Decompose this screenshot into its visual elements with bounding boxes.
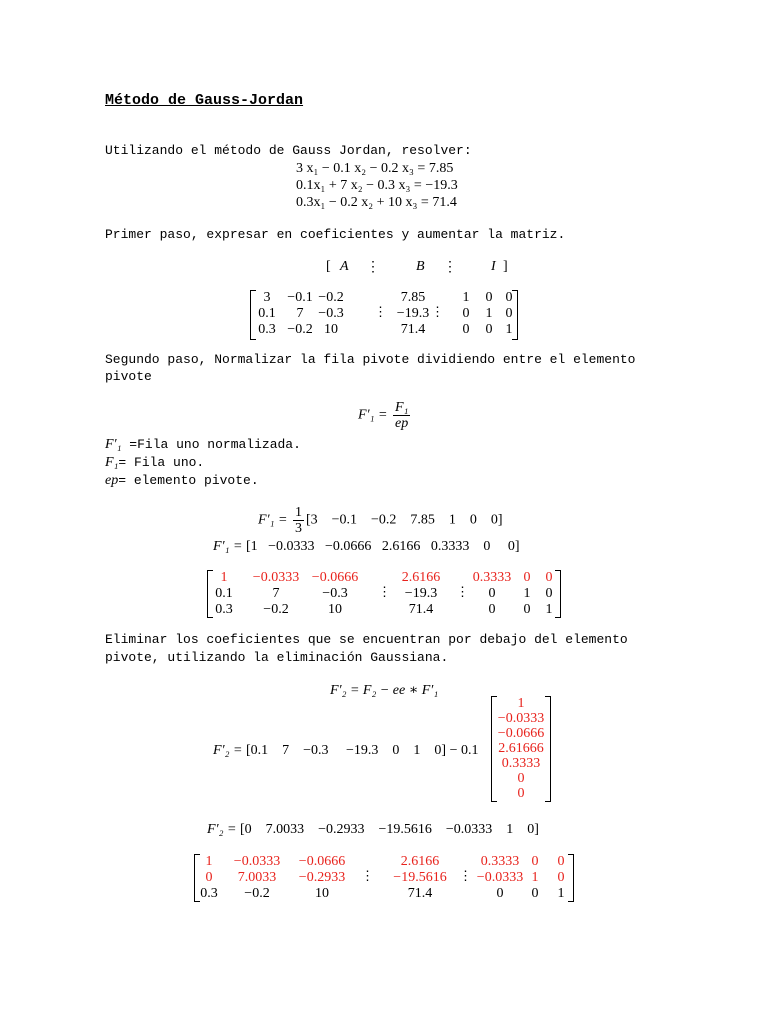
equation-1: 3 x₁ − 0.1 x₂ − 0.2 x₃ = 7.85 [296, 161, 454, 176]
step2-text-line1: Segundo paso, Normalizar la fila pivote dividiendo entre el elemento [105, 352, 636, 367]
matrix1-cell: 1 [462, 290, 470, 305]
matrix2-cell: 10 [328, 602, 342, 617]
matrix2-cell: 0.3 [215, 602, 233, 617]
matrix1-cell: 0.1 [258, 306, 276, 321]
matrix1-cell: 0 [505, 290, 513, 305]
matrix2-cell: −0.3 [322, 586, 348, 601]
eliminated-row-result [207, 822, 539, 838]
definition-symbol: ep [105, 473, 119, 488]
page-title: Método de Gauss-Jordan [105, 92, 304, 109]
calc-row-vector: [0 7.0033 −0.2933 −19.5616 −0.0333 1 0] [239, 822, 539, 837]
matrix1-cell: −0.2 [287, 322, 313, 337]
matrix1-cell: 1 [505, 322, 513, 337]
matrix2-cell: −0.0666 [311, 570, 359, 585]
matrix3-cell: 2.6166 [400, 854, 440, 869]
matrix3-cell: −0.2933 [298, 870, 346, 885]
matrix2-cell: 0 [523, 570, 531, 585]
matrix3-cell: 1 [531, 870, 539, 885]
normalize-formula-numerator: F₁ [394, 400, 409, 415]
definition-text: = elemento pivote. [118, 473, 259, 488]
matrix1-cell: 0 [462, 306, 470, 321]
calc-lhs: F′₂ = [213, 743, 243, 758]
matrix2-cell: 0 [545, 586, 553, 601]
matrix1-cell: −0.2 [318, 290, 344, 305]
matrix3-cell: 0 [531, 854, 539, 869]
equation-2: 0.1x₁ + 7 x₂ − 0.3 x₃ = −19.3 [296, 178, 458, 193]
matrix1-cell: 7.85 [400, 290, 426, 305]
aug-label-a: A [340, 259, 349, 274]
definition-text: =Fila uno normalizada. [121, 437, 301, 452]
matrix3-cell: 0.3 [200, 886, 218, 901]
matrix3-divider: ⋮ [459, 868, 472, 883]
calc-row-vector: [1 −0.0333 −0.0666 2.6166 0.3333 0 0] [245, 539, 520, 554]
matrix3-cell: −0.0666 [298, 854, 346, 869]
matrix1-cell: 1 [485, 306, 493, 321]
matrix3-divider: ⋮ [361, 868, 374, 883]
column-vector-cell: 0 [517, 786, 525, 801]
matrix2-cell: 0 [488, 602, 496, 617]
matrix2-cell: −0.2 [263, 602, 289, 617]
matrix1-cell: 0 [505, 306, 513, 321]
calc-row-vector: [3 −0.1 −0.2 7.85 1 0 0] [305, 512, 503, 528]
matrix1-cell: −19.3 [396, 306, 430, 321]
matrix1-cell: 0 [485, 290, 493, 305]
matrix3-cell: 71.4 [407, 886, 433, 901]
matrix3-cell: −0.0333 [476, 870, 524, 885]
column-vector-cell: 2.61666 [498, 741, 544, 756]
column-vector-cell: 0.3333 [501, 756, 541, 771]
matrix-after-normalization [207, 570, 561, 618]
matrix3-cell: −19.5616 [393, 870, 447, 885]
aug-header [326, 259, 511, 277]
matrix3-cell: 1 [205, 854, 213, 869]
matrix2-cell: 0.3333 [472, 570, 512, 585]
definition-row-one [105, 455, 204, 471]
matrix1-cell: 0.3 [258, 322, 276, 337]
matrix3-cell: 0 [531, 886, 539, 901]
calc-lhs: F′₁ = [258, 512, 288, 528]
equation-3: 0.3x₁ − 0.2 x₂ + 10 x₃ = 71.4 [296, 195, 457, 210]
normalize-formula-denominator: ep [395, 416, 409, 431]
matrix1-cell: 0 [485, 322, 493, 337]
matrix-augmented [250, 290, 518, 340]
matrix1-cell: 0 [462, 322, 470, 337]
definition-symbol: F′₁ [105, 437, 122, 452]
matrix1-cell: −0.3 [318, 306, 344, 321]
step3-text-line1: Eliminar los coeficientes que se encuentran por debajo del elemento [105, 632, 628, 647]
definition-text: = Fila uno. [118, 455, 205, 470]
matrix3-cell: −0.2 [244, 886, 270, 901]
matrix3-cell: 0.3333 [480, 854, 520, 869]
matrix1-cell: 3 [263, 290, 271, 305]
matrix2-cell: 71.4 [408, 602, 434, 617]
matrix2-cell: 0 [523, 602, 531, 617]
matrix1-cell: 10 [324, 322, 338, 337]
column-vector-cell: 0 [517, 771, 525, 786]
matrix1-cell: 71.4 [400, 322, 426, 337]
column-vector-cell: 1 [517, 696, 525, 711]
matrix2-cell: −0.0333 [252, 570, 300, 585]
step1-text: Primer paso, expresar en coeficientes y aumentar la matriz. [105, 227, 566, 242]
elimination-formula: F′₂ = F₂ − ee ∗ F′₁ [330, 683, 439, 698]
normalized-row-result [213, 539, 520, 555]
calc-factor: − 0.1 [449, 743, 479, 758]
matrix3-cell: 1 [557, 886, 565, 901]
aug-close-bracket: ] [503, 259, 508, 274]
column-vector-cell: −0.0333 [497, 711, 545, 726]
matrix1-cell: −0.1 [287, 290, 313, 305]
aug-divider-2: ⋮ [443, 260, 457, 275]
normalize-formula [358, 400, 412, 431]
matrix3-cell: 7.0033 [237, 870, 277, 885]
definition-pivot [105, 473, 259, 489]
matrix3-cell: 0 [205, 870, 213, 885]
step3-text-line2: pivote, utilizando la eliminación Gaussiana. [105, 650, 449, 665]
matrix2-cell: −19.3 [404, 586, 438, 601]
calc-lhs: F′₂ = [207, 822, 237, 837]
normalize-formula-lhs: F′₁ = [358, 407, 388, 423]
matrix3-cell: 10 [315, 886, 329, 901]
column-vector-cell: −0.0666 [497, 726, 545, 741]
matrix-after-elimination [194, 854, 574, 902]
normalize-calculation [258, 505, 503, 536]
matrix3-cell: 0 [557, 854, 565, 869]
matrix2-cell: 7 [272, 586, 280, 601]
calc-row-vector: [0.1 7 −0.3 −19.3 0 1 0] [245, 743, 447, 758]
aug-open-bracket: [ [326, 259, 331, 274]
matrix2-cell: 1 [545, 602, 553, 617]
matrix1-divider: ⋮ [374, 304, 387, 319]
matrix2-divider: ⋮ [456, 584, 469, 599]
aug-label-i: I [491, 259, 496, 274]
definition-symbol: F₁ [105, 455, 119, 470]
definition-normalized-row [105, 437, 301, 453]
matrix2-cell: 1 [523, 586, 531, 601]
aug-label-b: B [416, 259, 425, 274]
matrix2-cell: 0 [545, 570, 553, 585]
elimination-calculation [213, 743, 478, 759]
calc-numerator: 1 [294, 505, 302, 520]
matrix2-divider: ⋮ [378, 584, 391, 599]
matrix3-cell: −0.0333 [233, 854, 281, 869]
calc-lhs: F′₁ = [213, 539, 243, 554]
matrix3-cell: 0 [557, 870, 565, 885]
matrix2-cell: 0 [488, 586, 496, 601]
column-vector [491, 696, 551, 802]
intro-text: Utilizando el método de Gauss Jordan, resolver: [105, 143, 472, 158]
calc-denominator: 3 [294, 521, 302, 536]
matrix2-cell: 1 [220, 570, 228, 585]
aug-divider-1: ⋮ [366, 260, 380, 275]
matrix2-cell: 2.6166 [401, 570, 441, 585]
step2-text-line2: pivote [105, 369, 152, 384]
matrix2-cell: 0.1 [215, 586, 233, 601]
matrix1-cell: 7 [296, 306, 304, 321]
matrix3-cell: 0 [496, 886, 504, 901]
matrix1-divider: ⋮ [431, 304, 444, 319]
